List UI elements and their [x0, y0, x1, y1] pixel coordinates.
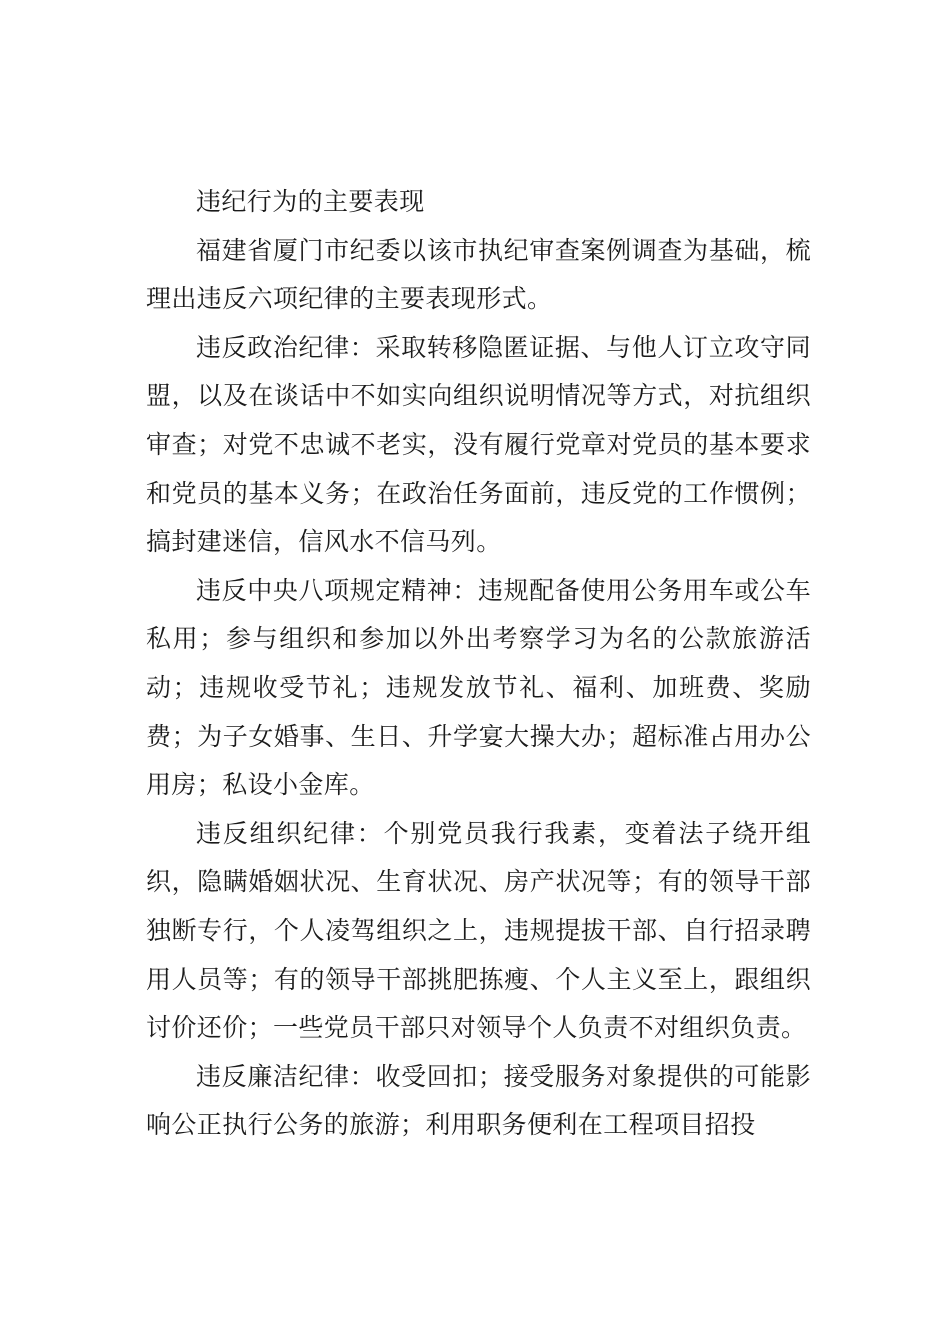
integrity-discipline-paragraph: 违反廉洁纪律：收受回扣；接受服务对象提供的可能影响公正执行公务的旅游；利用职务便利在工程项目招投 [146, 1061, 811, 1140]
intro-paragraph: 福建省厦门市纪委以该市执纪审查案例调查为基础，梳理出违反六项纪律的主要表现形式。 [146, 235, 811, 314]
political-discipline-paragraph: 违反政治纪律：采取转移隐匿证据、与他人订立攻守同盟，以及在谈话中不如实向组织说明情况等方式，对抗组织审查；对党不忠诚不老实，没有履行党章对党员的基本要求和党员的基本义务；在政治任务面前，违反党的工作惯例；搞封建迷信，信风水不信马列。 [146, 332, 811, 557]
section-heading: 违纪行为的主要表现 [196, 187, 425, 216]
organizational-discipline-paragraph: 违反组织纪律：个别党员我行我素，变着法子绕开组织，隐瞒婚姻状况、生育状况、房产状况等；有的领导干部独断专行，个人凌驾组织之上，违规提拔干部、自行招录聘用人员等；有的领导干部挑肥拣瘦、个人主义至上，跟组织讨价还价；一些党员干部只对领导个人负责不对组织负责。 [146, 818, 811, 1043]
document-body [146, 178, 811, 1150]
eight-rules-paragraph: 违反中央八项规定精神：违规配备使用公务用车或公车私用；参与组织和参加以外出考察学习为名的公款旅游活动；违规收受节礼；违规发放节礼、福利、加班费、奖励费；为子女婚事、生日、升学宴大操大办；超标准占用办公用房；私设小金库。 [146, 575, 811, 800]
